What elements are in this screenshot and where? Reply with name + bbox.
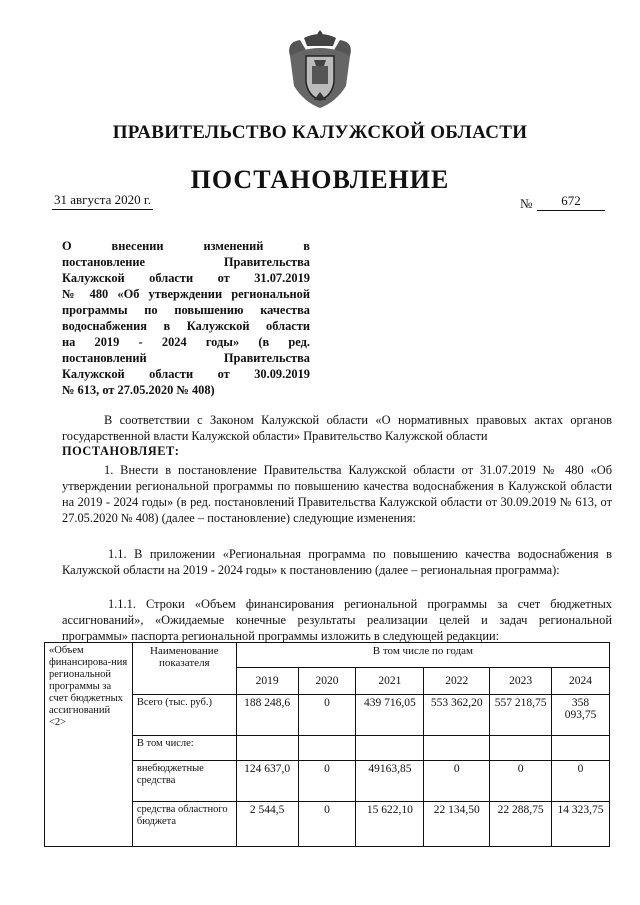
table-cell: 22 134,50	[424, 802, 490, 847]
number-sign: №	[520, 196, 533, 211]
row-name: внебюджетные средства	[132, 761, 236, 802]
document-date: 31 августа 2020 г.	[52, 192, 153, 210]
year-header: 2024	[552, 668, 610, 695]
table-cell: 553 362,20	[424, 695, 490, 736]
table-cell: 15 622,10	[356, 802, 424, 847]
row-name: средства областного бюджета	[132, 802, 236, 847]
table-cell: 0	[298, 761, 356, 802]
year-header: 2019	[236, 668, 298, 695]
subject-line: № 613, от 27.05.2020 № 408)	[62, 383, 215, 397]
item-1-1-paragraph: 1.1. В приложении «Региональная программа по повышению качества водоснабжения в Калужской области на 2019 - 2024 годы» к постановлению (далее – региональная программа):	[62, 547, 612, 577]
table-cell: 124 637,0	[236, 761, 298, 802]
table-cell: 0	[552, 761, 610, 802]
subject-line: Калужской области от 30.09.2019	[62, 367, 310, 381]
subject-line: программы по повышению качества	[62, 303, 310, 317]
document-type-title: ПОСТАНОВЛЕНИЕ	[190, 165, 450, 194]
government-title: ПРАВИТЕЛЬСТВО КАЛУЖСКОЙ ОБЛАСТИ	[112, 122, 528, 143]
table-cell: 188 248,6	[236, 695, 298, 736]
financing-table	[44, 642, 610, 847]
table-cell: 0	[298, 802, 356, 847]
preamble-paragraph: В соответствии с Законом Калужской области «О нормативных правовых актах органов государственной власти Калужской области» Правительство Калужской области	[62, 413, 612, 443]
table-cell: 0	[490, 761, 552, 802]
document-subject	[62, 238, 310, 398]
indicator-header: Наименование показателя	[132, 643, 236, 695]
table-cell: 0	[298, 695, 356, 736]
table-cell: 557 218,75	[490, 695, 552, 736]
year-header: 2020	[298, 668, 356, 695]
year-header: 2023	[490, 668, 552, 695]
table-cell: 0	[424, 761, 490, 802]
table-cell: 439 716,05	[356, 695, 424, 736]
subject-line: Калужской области от 31.07.2019	[62, 271, 310, 285]
table-cell: 14 323,75	[552, 802, 610, 847]
year-header: 2021	[356, 668, 424, 695]
item-1-1-1-paragraph: 1.1.1. Строки «Объем финансирования региональной программы за счет бюджетных ассигнований», «Ожидаемые конечные результаты реализации целей и задач региональной программы» паспорта региональной программы изложить в следующей редакции:	[62, 597, 612, 643]
year-header: 2022	[424, 668, 490, 695]
table-cell	[298, 736, 356, 761]
table-cell	[356, 736, 424, 761]
table-cell	[424, 736, 490, 761]
table-header-row	[45, 643, 610, 668]
subject-line: № 480 «Об утверждении региональной	[62, 287, 310, 301]
subject-line: водоснабжения в Калужской области	[62, 319, 310, 333]
table-cell: 2 544,5	[236, 802, 298, 847]
row-name: В том числе:	[132, 736, 236, 761]
document-number: 672	[537, 193, 605, 211]
coat-of-arms-emblem	[284, 26, 356, 112]
subject-line: постановление Правительства	[62, 255, 310, 269]
table-cell	[552, 736, 610, 761]
table-cell: 49163,85	[356, 761, 424, 802]
table-cell: 22 288,75	[490, 802, 552, 847]
financing-row-label: «Объем финансирова-ния региональной программы за счет бюджетных ассигнований <2>	[45, 643, 133, 847]
item-1-paragraph: 1. Внести в постановление Правительства Калужской области от 31.07.2019 № 480 «Об утверждении региональной программы по повышению качества водоснабжения в Калужской области на 2019 - 2024 годы» (в ред. постановлений Правительства Калужской области от 30.09.2019 № 613, от 27.05.2020 № 408) (далее – постановление) следующие изменения:	[62, 463, 612, 525]
table-cell	[236, 736, 298, 761]
subject-line: постановлений Правительства	[62, 351, 310, 365]
row-name: Всего (тыс. руб.)	[132, 695, 236, 736]
table-cell	[490, 736, 552, 761]
table-cell: 358 093,75	[552, 695, 610, 736]
subject-line: на 2019 - 2024 годы» (в ред.	[62, 335, 310, 349]
subject-line: О внесении изменений в	[62, 239, 310, 253]
years-header: В том числе по годам	[236, 643, 609, 668]
decree-word: ПОСТАНОВЛЯЕТ:	[62, 444, 180, 458]
